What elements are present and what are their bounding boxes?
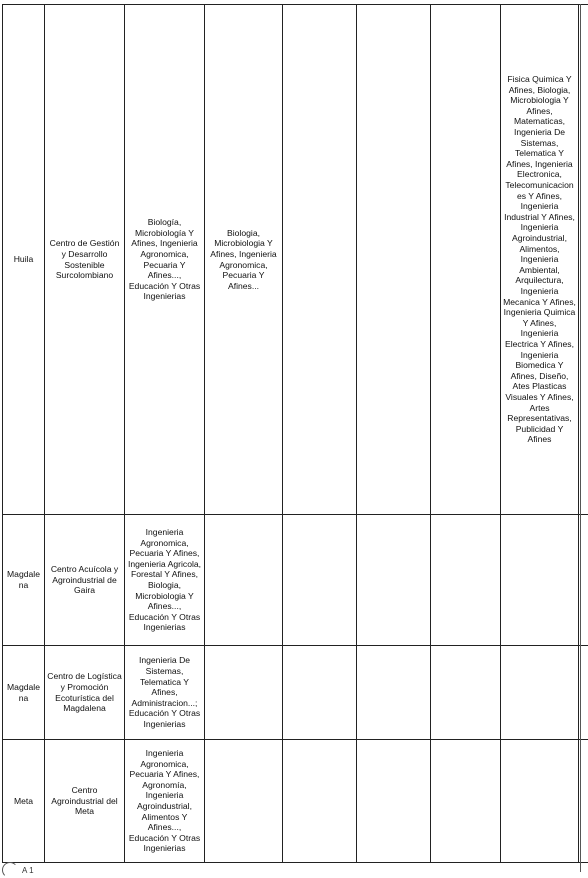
- dept-cell: Magdalena: [3, 515, 45, 646]
- empty-cell: [357, 515, 431, 646]
- dept-cell: Huila: [3, 5, 45, 515]
- empty-cell: [431, 740, 501, 863]
- empty-cell: [431, 5, 501, 515]
- center-cell: Centro de Gestión y Desarrollo Sostenible Surcolombiano: [45, 5, 125, 515]
- programs-table: [2, 4, 588, 863]
- dept-cell: Magdalena: [3, 646, 45, 740]
- empty-cell: [357, 5, 431, 515]
- dept-cell: Meta: [3, 740, 45, 863]
- center-cell: Centro Acuícola y Agroindustrial de Gaira: [45, 515, 125, 646]
- empty-cell: [501, 740, 579, 863]
- programs-cell-long: Fisica Quimica Y Afines, Biologia, Microbiologia Y Afines, Matematicas, Ingenieria De Sistemas, Telematica Y Afines, Ingenieria Electronica, Telecomunicaciones Y Afines, Ingenieria Industrial Y Afines, Ingenieria Agroindustrial, Alimentos, Ingenieria Ambiental, Arquilectura, Ingenieria Mecanica Y Afines, Ingenieria Quimica Y Afines, Ingenieria Electrica Y Afines, Ingenieria Biomedica Y Afines, Diseño, Ates Plasticas Visuales Y Afines, Artes Representativas, Publicidad Y Afines: [501, 5, 579, 515]
- empty-cell: [431, 646, 501, 740]
- programs-cell: Ingenieria Agronomica, Pecuaria Y Afines, Ingenieria Agricola, Forestal Y Afines, Biologia, Microbiologia Y Afines..., Educación Y Otras Ingenierias: [125, 515, 205, 646]
- empty-cell: [283, 740, 357, 863]
- empty-cell: [431, 515, 501, 646]
- empty-cell: [357, 740, 431, 863]
- empty-cell: [501, 646, 579, 740]
- table-row: [3, 646, 588, 740]
- page-edge-line: [580, 4, 581, 872]
- empty-cell: [357, 646, 431, 740]
- table-row: [3, 5, 588, 515]
- table-row: [3, 515, 588, 646]
- empty-cell: [205, 740, 283, 863]
- programs-cell: Ingenieria Agronomica, Pecuaria Y Afines, Agronomía, Ingenieria Agroindustrial, Alimentos Y Afines..., Educación Y Otras Ingenierias: [125, 740, 205, 863]
- empty-cell: [501, 515, 579, 646]
- center-cell: Centro Agroindustrial del Meta: [45, 740, 125, 863]
- programs-cell: Ingenieria De Sistemas, Telematica Y Afines, Administracion...; Educación Y Otras Ingenierias: [125, 646, 205, 740]
- programs-cell: Biología, Microbiología Y Afines, Ingenieria Agronomica, Pecuaria Y Afines..., Educación Y Otras Ingenierias: [125, 5, 205, 515]
- empty-cell: [205, 646, 283, 740]
- center-cell: Centro de Logística y Promoción Ecoturística del Magdalena: [45, 646, 125, 740]
- empty-cell: [205, 515, 283, 646]
- empty-cell: [283, 5, 357, 515]
- empty-cell: [283, 515, 357, 646]
- table-row: [3, 740, 588, 863]
- footer-mark: A 1: [22, 866, 34, 875]
- programs-cell-2: Biologia, Microbiologia Y Afines, Ingenieria Agronomica, Pecuaria Y Afines...: [205, 5, 283, 515]
- empty-cell: [283, 646, 357, 740]
